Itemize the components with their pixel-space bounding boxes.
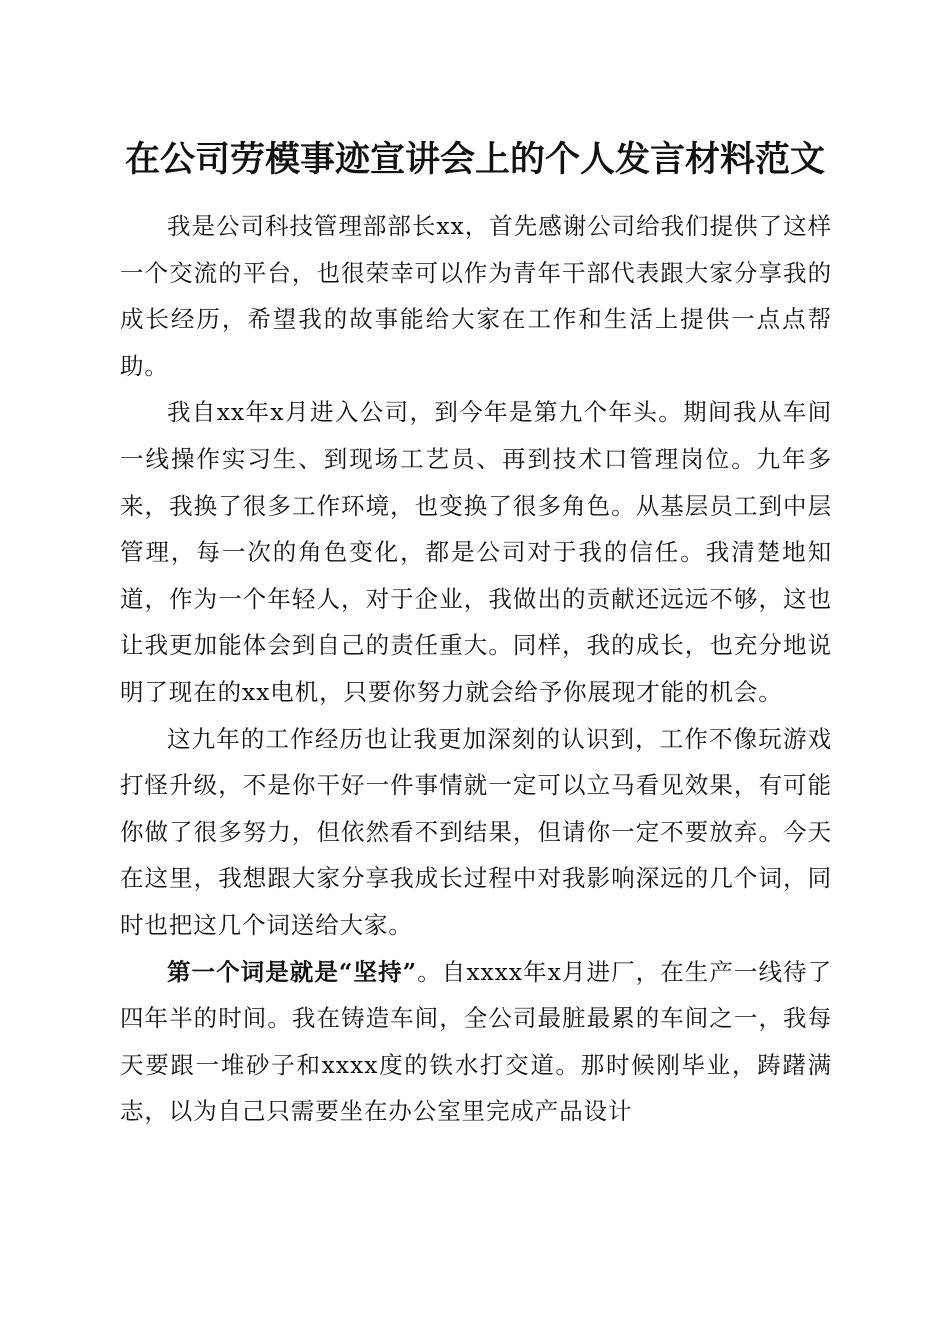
paragraph <box>120 716 832 949</box>
paragraph-text: 我自xx年x月进入公司，到今年是第九个年头。期间我从车间一线操作实习生、到现场工艺员、再到技术口管理岗位。九年多来，我换了很多工作环境，也变换了很多角色。从基层员工到中层管理，每一次的角色变化，都是公司对于我的信任。我清楚地知道，作为一个年轻人，对于企业，我做出的贡献还远远不够，这也让我更加能体会到自己的责任重大。同样，我的成长，也充分地说明了现在的xx电机，只要你努力就会给予你展现才能的机会。 <box>120 398 832 706</box>
document-body <box>120 203 832 1135</box>
paragraph-text: 。自xxxx年x月进厂，在生产一线待了四年半的时间。我在铸造车间，全公司最脏最累的车间之一，我每天要跟一堆砂子和xxxx度的铁水打交道。那时候刚毕业，踌躇满志，以为自己只需要坐在办公室里完成产品设计 <box>120 957 832 1126</box>
paragraph-text: 我是公司科技管理部部长xx，首先感谢公司给我们提供了这样一个交流的平台，也很荣幸可以作为青年干部代表跟大家分享我的成长经历，希望我的故事能给大家在工作和生活上提供一点点帮助。 <box>120 212 832 380</box>
paragraph-lead: 第一个词是就是“坚持” <box>167 957 418 986</box>
document-title: 在公司劳模事迹宣讲会上的个人发言材料范文 <box>124 139 825 180</box>
paragraph-text: 这九年的工作经历也让我更加深刻的认识到，工作不像玩游戏打怪升级，不是你干好一件事情就一定可以立马看见效果，有可能你做了很多努力，但依然看不到结果，但请你一定不要放弃。今天在这里，我想跟大家分享我成长过程中对我影响深远的几个词，同时也把这几个词送给大家。 <box>120 724 832 939</box>
paragraph <box>120 949 832 1135</box>
paragraph <box>120 203 832 389</box>
paragraph <box>120 389 832 715</box>
